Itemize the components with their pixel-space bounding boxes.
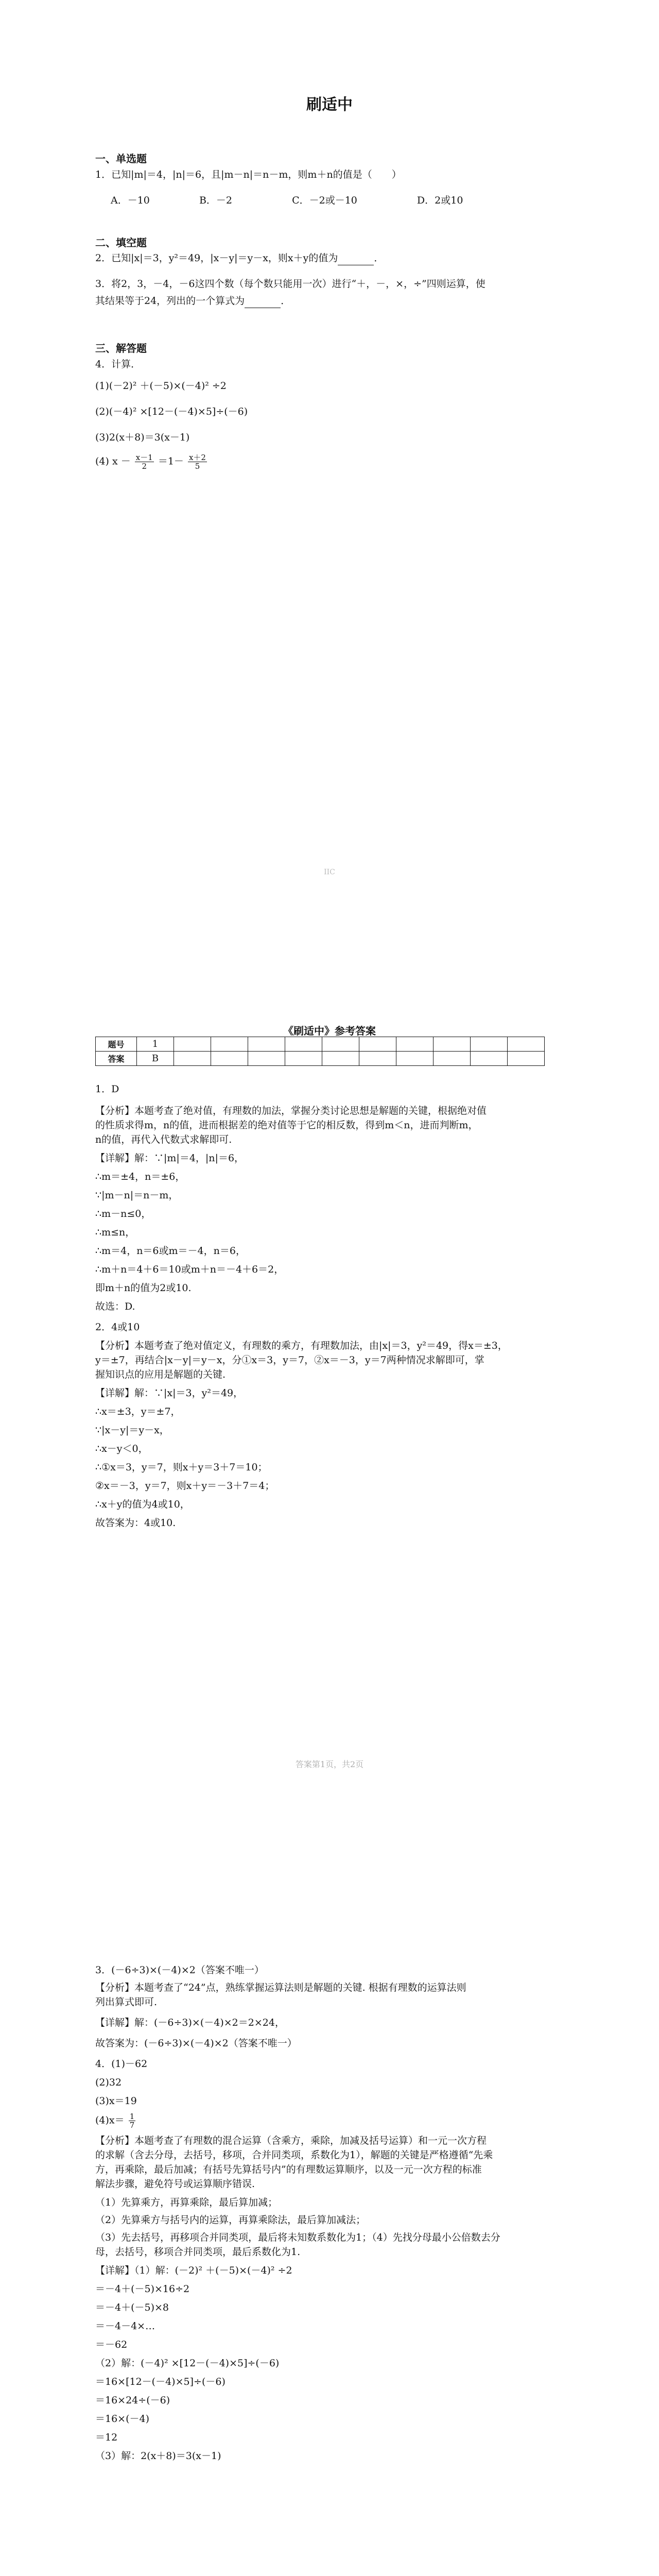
answer-title: 《刷适中》参考答案 (283, 1025, 376, 1037)
answer-blank (245, 298, 281, 308)
solution-line: ＝－4＋(－5)×8 (95, 2302, 169, 2313)
solution-line: 2．4或10 (95, 1321, 140, 1333)
option-c: C．－2或－10 (292, 195, 357, 206)
solution-line: 列出算式即可. (95, 1996, 158, 2008)
solution-block-2 (95, 1963, 500, 2463)
solution-line: ∴x＋y的值为4或10， (95, 1499, 190, 1510)
question-4-item-2: (2)(－4)² ×[12－(－4)×5]÷(－6) (95, 406, 248, 417)
question-2: 2．已知|x|＝3，y²＝49，|x－y|＝y－x，则x＋y的值为 ． (95, 251, 384, 265)
solution-line: ＝16×24÷(－6) (95, 2395, 170, 2406)
solution-line: n的值，再代入代数式求解即可. (95, 1134, 232, 1145)
solution-line: （1）先算乘方，再算乘除，最后算加减； (95, 2197, 278, 2208)
solution-line (95, 2112, 500, 2129)
solution-line: （2）先算乘方与括号内的运算，再算乘除法，最后算加减法； (95, 2214, 366, 2226)
question-3-text: 其结果等于24，列出的一个算式为 (95, 295, 245, 307)
solution-line: ＝16×[12－(－4)×5]÷(－6) (95, 2376, 226, 2387)
question-page (0, 0, 659, 886)
solution-line: (2)32 (95, 2077, 122, 2088)
solution-line: 方，再乘除，最后加减；有括号先算括号内”的有理数运算顺序，以及一元一次方程的标准 (95, 2164, 482, 2175)
answer-table-row (96, 1052, 545, 1066)
fraction: $\frac{x+2}{5}$ (188, 453, 206, 471)
solution-line: （3）先去括号，再移项合并同类项，最后将未知数系数化为1；（4）先找分母最小公倍数去分 (95, 2232, 500, 2243)
solution-line: ∴m＝±4，n＝±6， (95, 1171, 185, 1182)
solution-line: ＝－4－4×… (95, 2320, 155, 2332)
answer-page-2 (0, 1886, 659, 2576)
answer-cell: B (137, 1052, 174, 1066)
solution-line: 母，去括号，移项合并同类项，最后系数化为1. (95, 2246, 301, 2258)
solution-line: ∴x－y＜0， (95, 1443, 148, 1454)
question-3-line1: 3．将2，3，－4，－6这四个数（每个数只能用一次）进行“＋，－，×，÷”四则运算，使 (95, 278, 485, 290)
question-2-text: 2．已知|x|＝3，y²＝49，|x－y|＝y－x，则x＋y的值为 (95, 252, 338, 264)
solution-line: 【分析】本题考查了有理数的混合运算（含乘方，乘除，加减及括号运算）和一元一次方程 (95, 2135, 487, 2146)
solution-line: ＝－4＋(－5)×16÷2 (95, 2283, 190, 2295)
solution-line: 1．D (95, 1083, 119, 1095)
answer-blank (338, 255, 374, 265)
page-footer: 答案第1页，共2页 (295, 1759, 364, 1769)
solution-line: ②x＝－3，y＝7，则x＋y＝－3＋7＝4； (95, 1480, 275, 1492)
question-4-item-4-text: (4) x － (95, 455, 131, 467)
solution-line: ∴m－n≤0， (95, 1208, 151, 1219)
solution-line: 【详解】解：∵|m|＝4，|n|＝6， (95, 1153, 245, 1164)
solution-line: 解法步骤，避免符号或运算顺序错误. (95, 2178, 255, 2190)
section-heading-solve: 三、解答题 (95, 342, 147, 354)
doc-title: 刷适中 (306, 96, 353, 114)
solution-line: 即m＋n的值为2或10. (95, 1282, 192, 1294)
solution-line: ∴m≤n， (95, 1227, 135, 1238)
answer-table (95, 1037, 545, 1066)
solution-line: y＝±7，再结合|x－y|＝y－x，分①x＝3，y＝7，②x＝－3，y＝7两种情况求解即可，掌 (95, 1354, 484, 1366)
solution-line: 握知识点的应用是解题的关键. (95, 1369, 226, 1380)
solution-line: (3)x＝19 (95, 2095, 137, 2107)
answer-cell: 1 (137, 1037, 174, 1052)
question-4-item-4: (4) x － $\frac{x-1}{2}$ ＝1－ $\frac{x+2}{5}$ (95, 453, 206, 471)
solution-line: 3．(－6÷3)×(－4)×2（答案不唯一） (95, 1964, 264, 1976)
question-4-item-3: (3)2(x＋8)＝3(x－1) (95, 432, 190, 443)
question-1: 1．已知|m|＝4，|n|＝6，且|m－n|＝n－m，则m＋n的值是（ ） (95, 169, 402, 180)
answer-page-1 (0, 958, 659, 1829)
solution-block-1 (95, 1082, 508, 1530)
row-head-qnum: 题号 (96, 1037, 137, 1052)
solution-line: 的求解（含去分母，去括号，移项，合并同类项，系数化为1），解题的关键是严格遵循“先乘 (95, 2149, 493, 2161)
section-heading-single-choice: 一、单选题 (95, 152, 147, 165)
option-d: D．2或10 (417, 195, 463, 206)
solution-line: （3）解：2(x＋8)＝3(x－1) (95, 2450, 221, 2462)
solution-line: ∴x＝±3，y＝±7， (95, 1406, 181, 1417)
solution-line-text: (4)x＝ (95, 2114, 125, 2126)
question-1-options (111, 193, 509, 208)
solution-line: ∵|m－n|＝n－m， (95, 1190, 179, 1201)
row-head-answer: 答案 (96, 1052, 137, 1066)
fraction: $\frac{x-1}{2}$ (135, 453, 153, 471)
solution-line: 【详解】解：∵|x|＝3，y²＝49， (95, 1387, 244, 1399)
solution-line: 【详解】（1）解：(－2)² ＋(－5)×(－4)² ÷2 (95, 2265, 292, 2276)
fraction: $\frac{1}{7}$ (129, 2112, 135, 2130)
solution-line: ＝－62 (95, 2339, 128, 2350)
answer-table-row (96, 1037, 545, 1052)
solution-line: 4．(1)－62 (95, 2058, 148, 2070)
solution-line: 【分析】本题考查了“24”点，熟练掌握运算法则是解题的关键. 根据有理数的运算法则 (95, 1982, 466, 1993)
solution-line: ∵|x－y|＝y－x， (95, 1425, 169, 1436)
solution-line: ∴m＝4，n＝6或m＝－4，n＝6， (95, 1245, 246, 1257)
solution-line: 的性质求得m，n的值，进而根据差的绝对值等于它的相反数，得到m＜n，进而判断m， (95, 1120, 478, 1131)
solution-line: 故答案为：(－6÷3)×(－4)×2（答案不唯一） (95, 2038, 297, 2049)
solution-line: 【分析】本题考查了绝对值定义，有理数的乘方，有理数加法，由|x|＝3，y²＝49，得x＝±3， (95, 1340, 508, 1351)
section-heading-fill-blank: 二、填空题 (95, 236, 147, 249)
question-4-item-1: (1)(－2)² ＋(－5)×(－4)² ÷2 (95, 380, 227, 392)
solution-line: ＝16×(－4) (95, 2413, 150, 2425)
solution-line: 【详解】解：(－6÷3)×(－4)×2＝2×24， (95, 2017, 285, 2028)
solution-line: ＝12 (95, 2432, 118, 2443)
solution-line: （2）解：(－4)² ×[12－(－4)×5]÷(－6) (95, 2358, 280, 2369)
question-4-intro: 4．计算． (95, 359, 141, 370)
solution-line: 故选：D. (95, 1301, 135, 1312)
option-b: B．－2 (199, 195, 233, 206)
solution-line: 【分析】本题考查了绝对值，有理数的加法，掌握分类讨论思想是解题的关键，根据绝对值 (95, 1105, 487, 1116)
watermark: IIC (324, 868, 335, 876)
solution-line: ∴m＋n＝4＋6＝10或m＋n＝－4＋6＝2， (95, 1264, 284, 1275)
solution-line: 故答案为：4或10. (95, 1517, 176, 1529)
option-a: A．－10 (111, 195, 150, 206)
question-3: 其结果等于24，列出的一个算式为 ． (95, 294, 290, 308)
solution-line: ∴①x＝3，y＝7，则x＋y＝3＋7＝10； (95, 1462, 268, 1473)
